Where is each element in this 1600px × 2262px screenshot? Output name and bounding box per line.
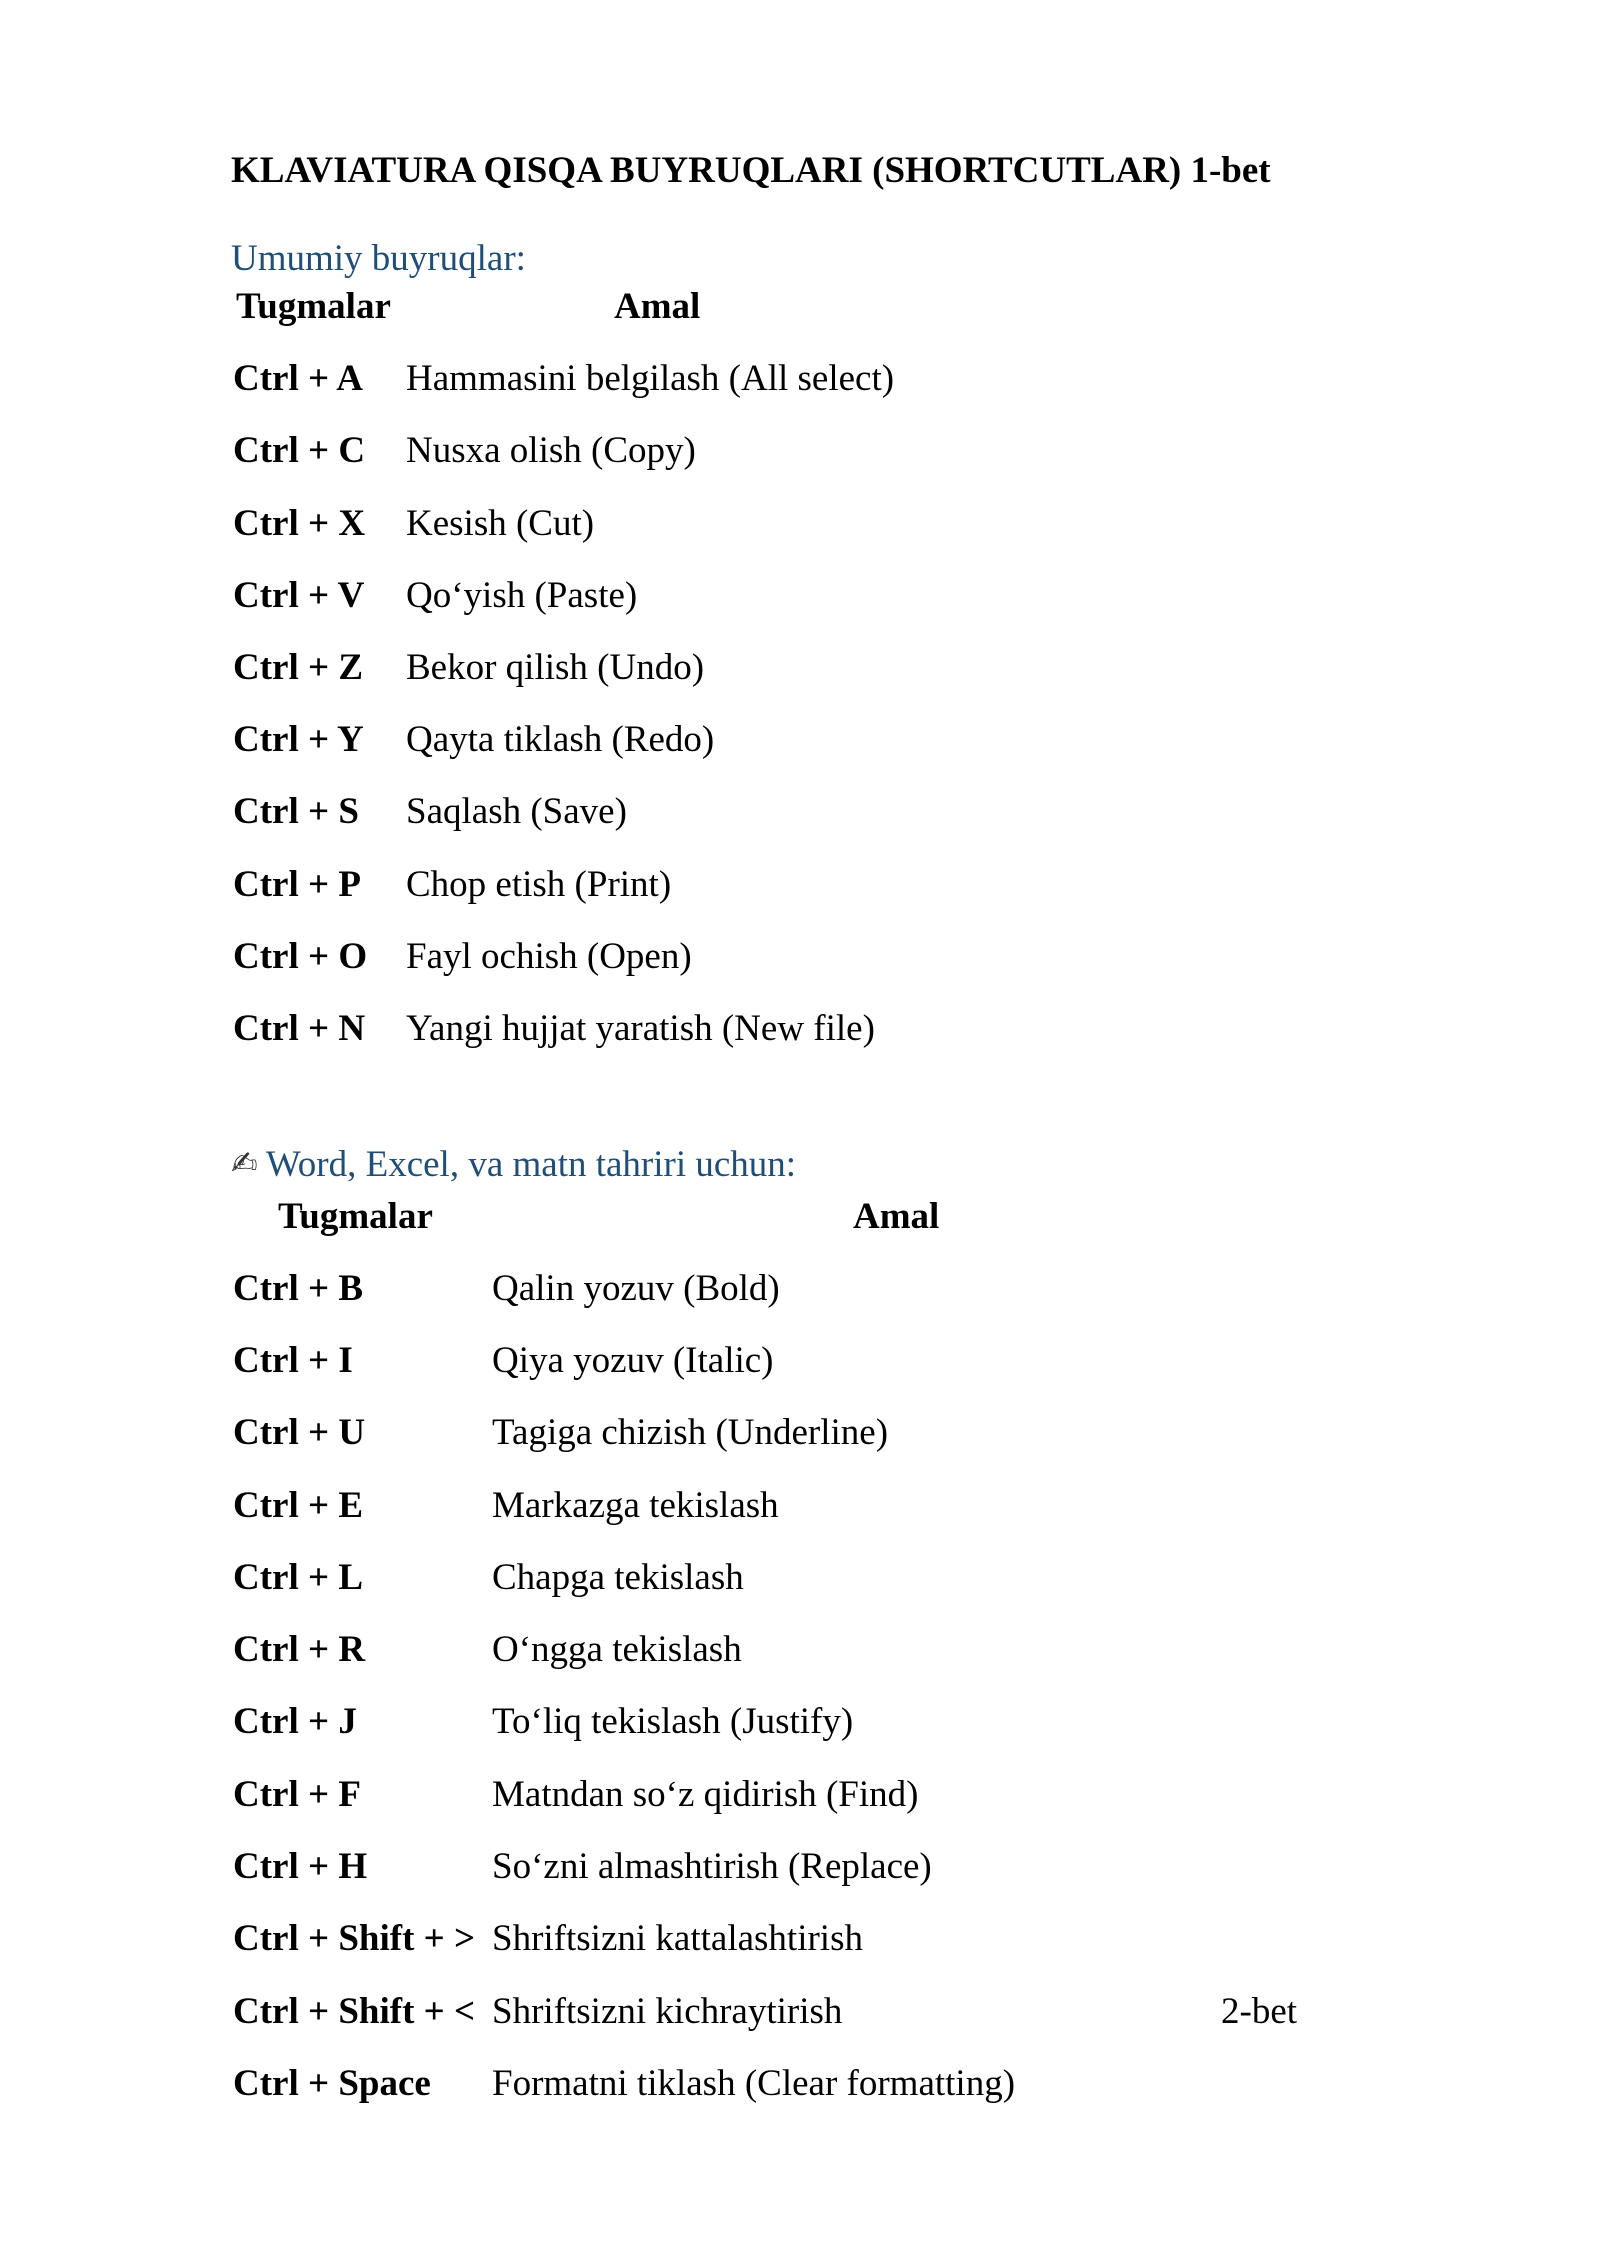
page-number-note: 2-bet bbox=[1221, 1991, 1298, 2032]
table-row bbox=[0, 649, 1600, 689]
shortcut-action: Chapga tekislash bbox=[492, 1557, 744, 1598]
shortcut-action: Nusxa olish (Copy) bbox=[406, 430, 696, 471]
column-header-keys: Tugmalar bbox=[278, 1196, 433, 1237]
shortcut-key: Ctrl + O bbox=[233, 936, 368, 977]
table-row bbox=[0, 1010, 1600, 1050]
shortcut-key: Ctrl + F bbox=[233, 1774, 361, 1815]
shortcut-action: Hammasini belgilash (All select) bbox=[406, 358, 895, 399]
shortcut-key: Ctrl + Y bbox=[233, 719, 364, 760]
shortcut-key: Ctrl + J bbox=[233, 1701, 357, 1742]
shortcut-key: Ctrl + Z bbox=[233, 647, 364, 688]
table-row bbox=[0, 1342, 1600, 1382]
section-heading-text: Word, Excel, va matn tahriri uchun: bbox=[265, 1144, 797, 1185]
table-row bbox=[0, 1776, 1600, 1816]
shortcut-action: Fayl ochish (Open) bbox=[406, 936, 692, 977]
table-row bbox=[0, 2065, 1600, 2105]
writing-hand-icon: ✍ bbox=[231, 1144, 258, 1182]
shortcut-key: Ctrl + E bbox=[233, 1485, 364, 1526]
shortcut-action: To‘liq tekislash (Justify) bbox=[492, 1701, 854, 1742]
shortcut-action: Qiya yozuv (Italic) bbox=[492, 1340, 774, 1381]
table-row bbox=[0, 577, 1600, 617]
shortcut-key: Ctrl + X bbox=[233, 503, 366, 544]
shortcut-key: Ctrl + A bbox=[233, 358, 364, 399]
shortcut-action: Formatni tiklash (Clear formatting) bbox=[492, 2063, 1016, 2104]
page-title: KLAVIATURA QISQA BUYRUQLARI (SHORTCUTLAR) 1-bet bbox=[231, 150, 1271, 191]
table-row bbox=[0, 1631, 1600, 1671]
table-row bbox=[0, 793, 1600, 833]
shortcut-key: Ctrl + C bbox=[233, 430, 366, 471]
table-row bbox=[0, 505, 1600, 545]
shortcut-key: Ctrl + R bbox=[233, 1629, 366, 1670]
shortcut-action: Qayta tiklash (Redo) bbox=[406, 719, 715, 760]
shortcut-action: Kesish (Cut) bbox=[406, 503, 595, 544]
shortcut-action: So‘zni almashtirish (Replace) bbox=[492, 1846, 932, 1887]
shortcut-action: Qalin yozuv (Bold) bbox=[492, 1268, 780, 1309]
column-header-keys: Tugmalar bbox=[236, 286, 391, 327]
shortcut-key: Ctrl + B bbox=[233, 1268, 364, 1309]
table-row bbox=[0, 360, 1600, 400]
table-row bbox=[0, 1270, 1600, 1310]
section-heading-word-excel bbox=[231, 1146, 796, 1183]
table-row bbox=[0, 1703, 1600, 1743]
shortcut-action: Matndan so‘z qidirish (Find) bbox=[492, 1774, 919, 1815]
shortcut-action: Yangi hujjat yaratish (New file) bbox=[406, 1008, 875, 1049]
table-row bbox=[0, 1414, 1600, 1454]
shortcut-key: Ctrl + P bbox=[233, 864, 361, 905]
shortcut-action: O‘ngga tekislash bbox=[492, 1629, 742, 1670]
shortcut-action: Shriftsizni kichraytirish bbox=[492, 1991, 843, 2032]
shortcut-key: Ctrl + L bbox=[233, 1557, 364, 1598]
shortcut-key: Ctrl + S bbox=[233, 791, 359, 832]
table-row bbox=[0, 1559, 1600, 1599]
shortcut-key: Ctrl + Shift + < bbox=[233, 1991, 476, 2032]
shortcut-key: Ctrl + I bbox=[233, 1340, 353, 1381]
shortcut-action: Chop etish (Print) bbox=[406, 864, 672, 905]
shortcut-key: Ctrl + N bbox=[233, 1008, 366, 1049]
table-row bbox=[0, 1920, 1600, 1960]
shortcut-key: Ctrl + H bbox=[233, 1846, 368, 1887]
table-row bbox=[0, 1848, 1600, 1888]
shortcut-action: Bekor qilish (Undo) bbox=[406, 647, 705, 688]
section-heading-general: Umumiy buyruqlar: bbox=[231, 238, 526, 279]
table-row bbox=[0, 432, 1600, 472]
column-header-action: Amal bbox=[853, 1196, 940, 1237]
table-row bbox=[0, 866, 1600, 906]
shortcut-action: Saqlash (Save) bbox=[406, 791, 627, 832]
table-row bbox=[0, 721, 1600, 761]
shortcut-key: Ctrl + V bbox=[233, 575, 365, 616]
table-row bbox=[0, 938, 1600, 978]
table-row bbox=[0, 1487, 1600, 1527]
shortcut-action: Shriftsizni kattalashtirish bbox=[492, 1918, 863, 1959]
shortcut-key: Ctrl + Space bbox=[233, 2063, 431, 2104]
table-row bbox=[0, 1993, 1600, 2033]
shortcut-action: Qo‘yish (Paste) bbox=[406, 575, 638, 616]
shortcut-action: Tagiga chizish (Underline) bbox=[492, 1412, 889, 1453]
shortcut-key: Ctrl + U bbox=[233, 1412, 366, 1453]
shortcut-action: Markazga tekislash bbox=[492, 1485, 779, 1526]
column-header-action: Amal bbox=[614, 286, 701, 327]
shortcut-key: Ctrl + Shift + > bbox=[233, 1918, 476, 1959]
